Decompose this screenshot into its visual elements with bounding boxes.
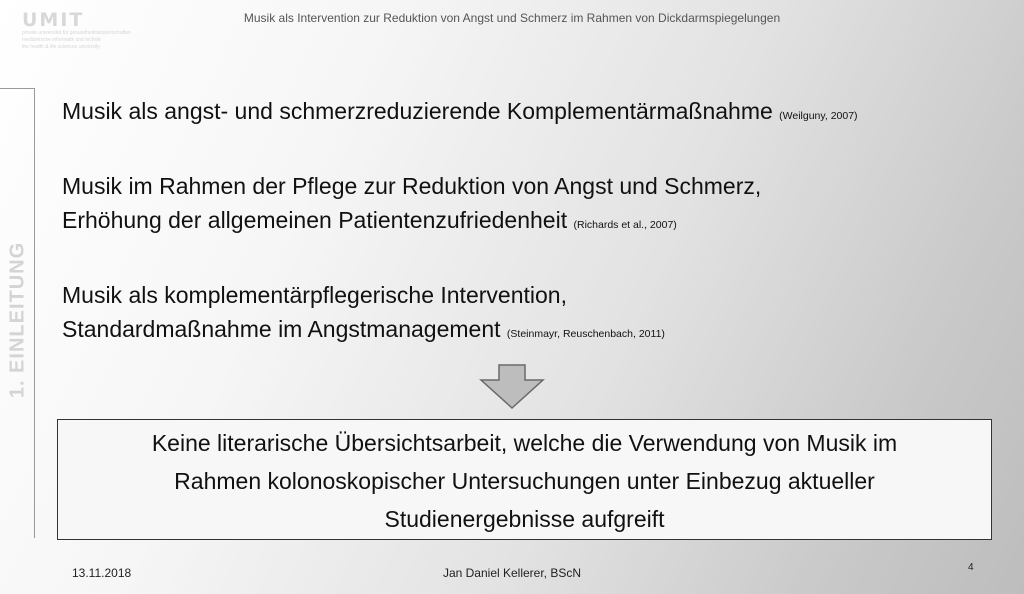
section-label: 1. EINLEITUNG xyxy=(6,241,29,399)
conclusion-line: Studienergebnisse aufgreift xyxy=(384,506,665,532)
citation: (Richards et al., 2007) xyxy=(573,219,677,231)
point-2 xyxy=(62,169,992,242)
slide-header: Musik als Intervention zur Reduktion von Angst und Schmerz im Rahmen von Dickdarmspiegelungen xyxy=(243,11,781,25)
footer-date: 13.11.2018 xyxy=(72,566,132,580)
citation: (Steinmayr, Reuschenbach, 2011) xyxy=(506,328,665,340)
conclusion-line: Keine literarische Übersichtsarbeit, welche die Verwendung von Musik im xyxy=(151,430,898,456)
point-2-line-2: Erhöhung der allgemeinen Patientenzufriedenheit xyxy=(62,207,568,233)
point-3-line-2: Standardmaßnahme im Angstmanagement xyxy=(62,316,501,342)
bullet-points xyxy=(62,94,992,351)
conclusion-line: Rahmen kolonoskopischer Untersuchungen unter Einbezug aktueller xyxy=(174,468,875,494)
footer-author: Jan Daniel Kellerer, BScN xyxy=(442,566,582,580)
down-arrow-icon xyxy=(479,364,545,415)
point-1-line-1: Musik als angst- und schmerzreduzierende Komplementärmaßnahme xyxy=(62,98,773,124)
logo-line: private universität für gesundheitswissenschaften xyxy=(22,30,131,36)
logo-line: medizinische informatik und technik xyxy=(22,37,101,43)
point-2-line-1: Musik im Rahmen der Pflege zur Reduktion von Angst und Schmerz, xyxy=(62,173,762,199)
page-number: 4 xyxy=(968,562,974,573)
point-1 xyxy=(62,94,992,133)
citation: (Weilguny, 2007) xyxy=(779,110,858,122)
point-3-line-1: Musik als komplementärpflegerische Intervention, xyxy=(62,282,567,308)
logo-mark: UMIT xyxy=(22,9,85,31)
conclusion-box xyxy=(57,419,992,540)
logo-line: the health & life sciences university xyxy=(22,44,100,50)
side-divider xyxy=(34,88,35,538)
point-3 xyxy=(62,278,992,351)
side-divider-top xyxy=(0,88,35,89)
